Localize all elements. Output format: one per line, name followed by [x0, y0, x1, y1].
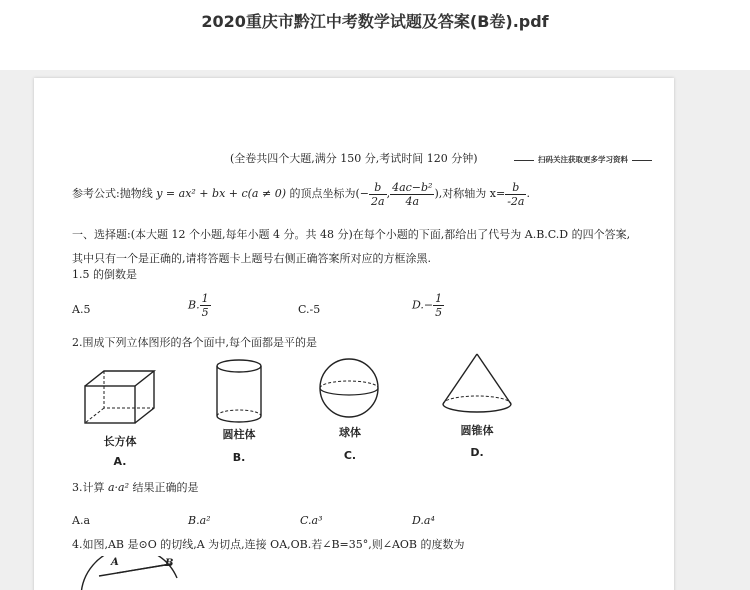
vertex-x-fraction: $\frac{b}{2a}$ [371, 180, 385, 208]
formula-prefix: 参考公式:抛物线 [72, 187, 153, 200]
reference-formula: 参考公式:抛物线 y = ax² + bx + c(a ≠ 0) 的顶点坐标为(− $\frac{b}{2a}$ , $\frac{\text{4ac−b²}}{4a}$ ),对称轴为 x= $\frac{b}{-2a}$ . [72, 180, 530, 208]
q3-option-c: C.a³ [300, 514, 323, 527]
figure-b-name: 圆柱体 [222, 428, 256, 441]
point-a-label: A [111, 557, 119, 568]
q3-expression: a·a² [108, 481, 130, 494]
figure-a-name: 长方体 [103, 435, 137, 448]
q3-option-d: D.a⁴ [412, 514, 435, 527]
document-title: 2020重庆市黔江中考数学试题及答案(B卷).pdf [201, 12, 549, 31]
vertex-y-fraction: $\frac{\text{4ac−b²}}{4a}$ [392, 180, 433, 208]
document-page [34, 78, 674, 590]
question-4-stem: 4.如图,AB 是⊙O 的切线,A 为切点,连接 OA,OB.若∠B=35°,则∠AOB 的度数为 [72, 538, 465, 551]
figure-d-name: 圆锥体 [460, 424, 494, 437]
parabola-equation: y = ax² + bx + c(a ≠ 0) [156, 187, 286, 200]
axis-label: ,对称轴为 x= [438, 187, 506, 200]
dash-line [632, 160, 652, 161]
cylinder-figure [211, 358, 267, 426]
figure-d-letter: D. [470, 446, 484, 459]
question-1-stem: 1.5 的倒数是 [72, 268, 137, 281]
figure-b-letter: B. [232, 451, 246, 464]
side-note-text: 扫码关注获取更多学习资料 [538, 155, 628, 164]
question-2-stem: 2.围成下列立体图形的各个面中,每个面都是平的是 [72, 336, 317, 349]
sphere-figure [317, 356, 381, 420]
document-viewer[interactable] [0, 70, 750, 590]
q1-option-d: D.− $\frac{1}{5}$ [412, 292, 443, 319]
cone-figure [439, 351, 515, 417]
section-instructions-line2: 其中只有一个是正确的,请将答题卡上题号右侧正确答案所对应的方框涂黑. [72, 252, 431, 265]
side-note [510, 153, 656, 167]
q3-option-a: A.a [72, 514, 90, 527]
q1-option-c: C.-5 [298, 303, 321, 316]
section-instructions-line1: 一、选择题:(本大题 12 个小题,每年小题 4 分。共 48 分)在每个小题的下面,都给出了代号为 A.B.C.D 的四个答案, [72, 228, 631, 241]
viewer-header [0, 0, 750, 70]
figure-c-name: 球体 [339, 426, 361, 439]
figure-c-letter: C. [343, 449, 357, 462]
axis-fraction: $\frac{b}{-2a}$ [507, 180, 525, 208]
dash-line [514, 160, 534, 161]
q1-option-b: B. $\frac{1}{5}$ [188, 292, 209, 319]
q1-option-a: A.5 [72, 303, 91, 316]
cuboid-figure [82, 368, 157, 428]
point-b-label: B [165, 558, 174, 569]
figure-a-letter: A. [113, 455, 127, 468]
question-3-stem: 3.计算 a·a² 结果正确的是 [72, 481, 199, 494]
vertex-label: 的顶点坐标为 [289, 187, 356, 200]
exam-info: (全卷共四个大题,满分 150 分,考试时间 120 分钟) [230, 152, 478, 165]
q3-option-b: B.a² [188, 514, 211, 527]
